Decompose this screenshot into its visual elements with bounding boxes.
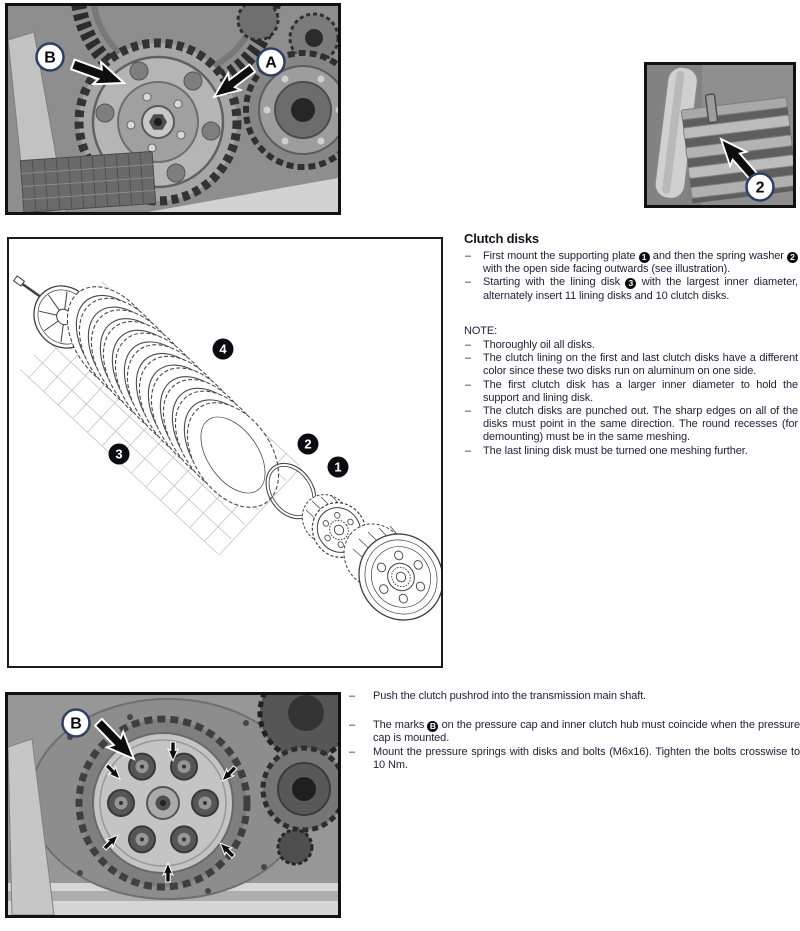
step-item xyxy=(348,690,800,703)
bullet-dash: – xyxy=(465,276,472,289)
inline-ref-badge: 3 xyxy=(625,278,636,289)
step-text: Mount the pressure springs with disks and bolts (M6x16). Tighten the bolts crosswise to 10 Nm. xyxy=(373,745,800,771)
note-text: The first clutch disk has a larger inner diameter to hold the support and lining disk. xyxy=(483,378,798,404)
inline-ref-badge: 2 xyxy=(787,252,798,263)
bullet-dash: – xyxy=(465,405,472,418)
assembly-steps-block xyxy=(348,690,800,772)
disk-stack-drawing xyxy=(49,270,298,525)
label-2 xyxy=(747,174,774,201)
bullet-dash: – xyxy=(465,352,472,365)
pressure-cap xyxy=(79,719,247,887)
figure-pressure-cap xyxy=(5,692,341,918)
inline-ref-badge: 1 xyxy=(639,252,650,263)
figure-engine-clutch xyxy=(5,3,341,215)
clutch-steps-list xyxy=(464,250,798,303)
note-text: The last lining disk must be turned one meshing further. xyxy=(483,444,748,457)
svg-text:4: 4 xyxy=(219,341,227,357)
step-item xyxy=(464,250,798,276)
note-item xyxy=(464,352,798,378)
figure-exploded-clutch-diagram xyxy=(7,237,443,668)
svg-text:2: 2 xyxy=(304,436,312,452)
note-item xyxy=(464,339,798,352)
note-list xyxy=(464,339,798,458)
callout-3 xyxy=(109,444,130,465)
svg-text:3: 3 xyxy=(115,446,123,462)
note-item xyxy=(464,405,798,445)
step-item xyxy=(348,719,800,745)
callout-1 xyxy=(328,457,349,478)
note-text: The clutch lining on the first and last clutch disks have a different color since these two disks run on aluminum on one side. xyxy=(483,352,798,378)
label-b xyxy=(63,710,90,737)
mesh-screen xyxy=(20,151,155,212)
step-text: The marks B on the pressure cap and inner clutch hub must coincide when the pressure cap is mounted. xyxy=(373,719,800,745)
note-item xyxy=(464,445,798,458)
figure-spring-washer xyxy=(644,62,796,208)
svg-text:B: B xyxy=(44,49,56,67)
bullet-dash: – xyxy=(465,378,472,391)
label-b xyxy=(37,44,64,71)
step-item xyxy=(464,276,798,302)
bullet-dash: – xyxy=(465,444,472,457)
step-text: Starting with the lining disk 3 with the largest inner diameter, alternately insert 11 lining disks and 10 clutch disks. xyxy=(483,276,799,302)
bullet-dash: – xyxy=(465,339,472,352)
step-item xyxy=(348,746,800,772)
step-text: Push the clutch pushrod into the transmission main shaft. xyxy=(373,690,647,702)
svg-text:2: 2 xyxy=(755,179,765,197)
svg-text:A: A xyxy=(265,54,277,72)
inline-ref-badge: B xyxy=(427,721,438,732)
step-text: First mount the supporting plate 1 and then the spring washer 2 with the open side facing outwards (see illustration). xyxy=(483,250,798,275)
note-item xyxy=(464,379,798,405)
label-a xyxy=(258,49,285,76)
section-heading: Clutch disks xyxy=(464,231,539,246)
callout-4 xyxy=(213,339,234,360)
note-label: NOTE: xyxy=(464,324,498,337)
bullet-dash: – xyxy=(349,745,356,758)
bullet-dash: – xyxy=(349,690,356,702)
note-text: Thoroughly oil all disks. xyxy=(483,339,595,352)
note-text: The clutch disks are punched out. The sharp edges on all of the disks must point in the same direction. The round recesses (for demounting) must be in the same meshing. xyxy=(483,405,798,444)
callout-2 xyxy=(298,434,319,455)
bullet-dash: – xyxy=(349,719,356,732)
bullet-dash: – xyxy=(465,250,472,262)
svg-text:1: 1 xyxy=(334,459,342,475)
instructions-column xyxy=(464,231,798,458)
svg-text:B: B xyxy=(70,715,82,733)
